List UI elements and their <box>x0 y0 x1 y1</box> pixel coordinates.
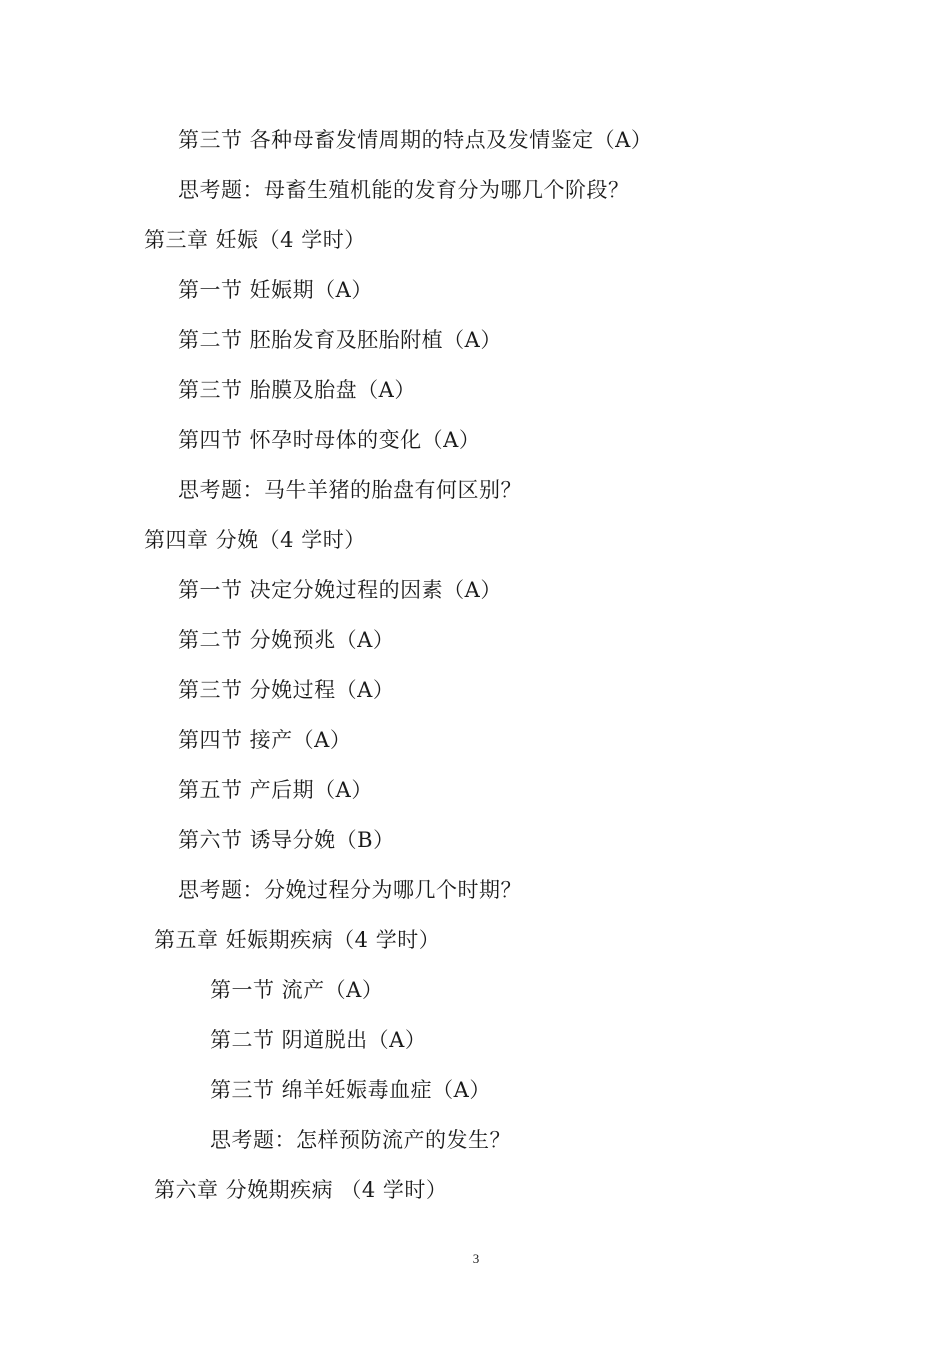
chapter-heading: 第六章 分娩期疾病 （4 学时） <box>154 1178 448 1202</box>
page-number: 3 <box>472 1251 480 1266</box>
section-heading: 第四节 接产（A） <box>178 728 352 752</box>
section-heading: 第一节 流产（A） <box>210 978 384 1002</box>
section-heading: 第二节 胚胎发育及胚胎附植（A） <box>178 328 502 352</box>
section-heading: 第三节 胎膜及胎盘（A） <box>178 378 416 402</box>
section-heading: 第三节 分娩过程（A） <box>178 678 395 702</box>
chapter-heading: 第三章 妊娠（4 学时） <box>144 228 366 252</box>
section-heading: 第一节 决定分娩过程的因素（A） <box>178 578 502 602</box>
question-line: 思考题：母畜生殖机能的发育分为哪几个阶段？ <box>178 178 630 202</box>
question-line: 思考题：马牛羊猪的胎盘有何区别？ <box>178 478 522 502</box>
section-heading: 第六节 诱导分娩（B） <box>178 828 395 852</box>
chapter-heading: 第四章 分娩（4 学时） <box>144 528 366 552</box>
section-heading: 第五节 产后期（A） <box>178 778 373 802</box>
question-line: 思考题：分娩过程分为哪几个时期？ <box>178 878 522 902</box>
section-heading: 第一节 妊娠期（A） <box>178 278 373 302</box>
section-heading: 第三节 各种母畜发情周期的特点及发情鉴定（A） <box>178 128 653 152</box>
section-heading: 第四节 怀孕时母体的变化（A） <box>178 428 481 452</box>
section-heading: 第二节 阴道脱出（A） <box>210 1028 427 1052</box>
chapter-heading: 第五章 妊娠期疾病（4 学时） <box>154 928 441 952</box>
section-heading: 第二节 分娩预兆（A） <box>178 628 395 652</box>
question-line: 思考题：怎样预防流产的发生？ <box>210 1128 511 1152</box>
section-heading: 第三节 绵羊妊娠毒血症（A） <box>210 1078 491 1102</box>
